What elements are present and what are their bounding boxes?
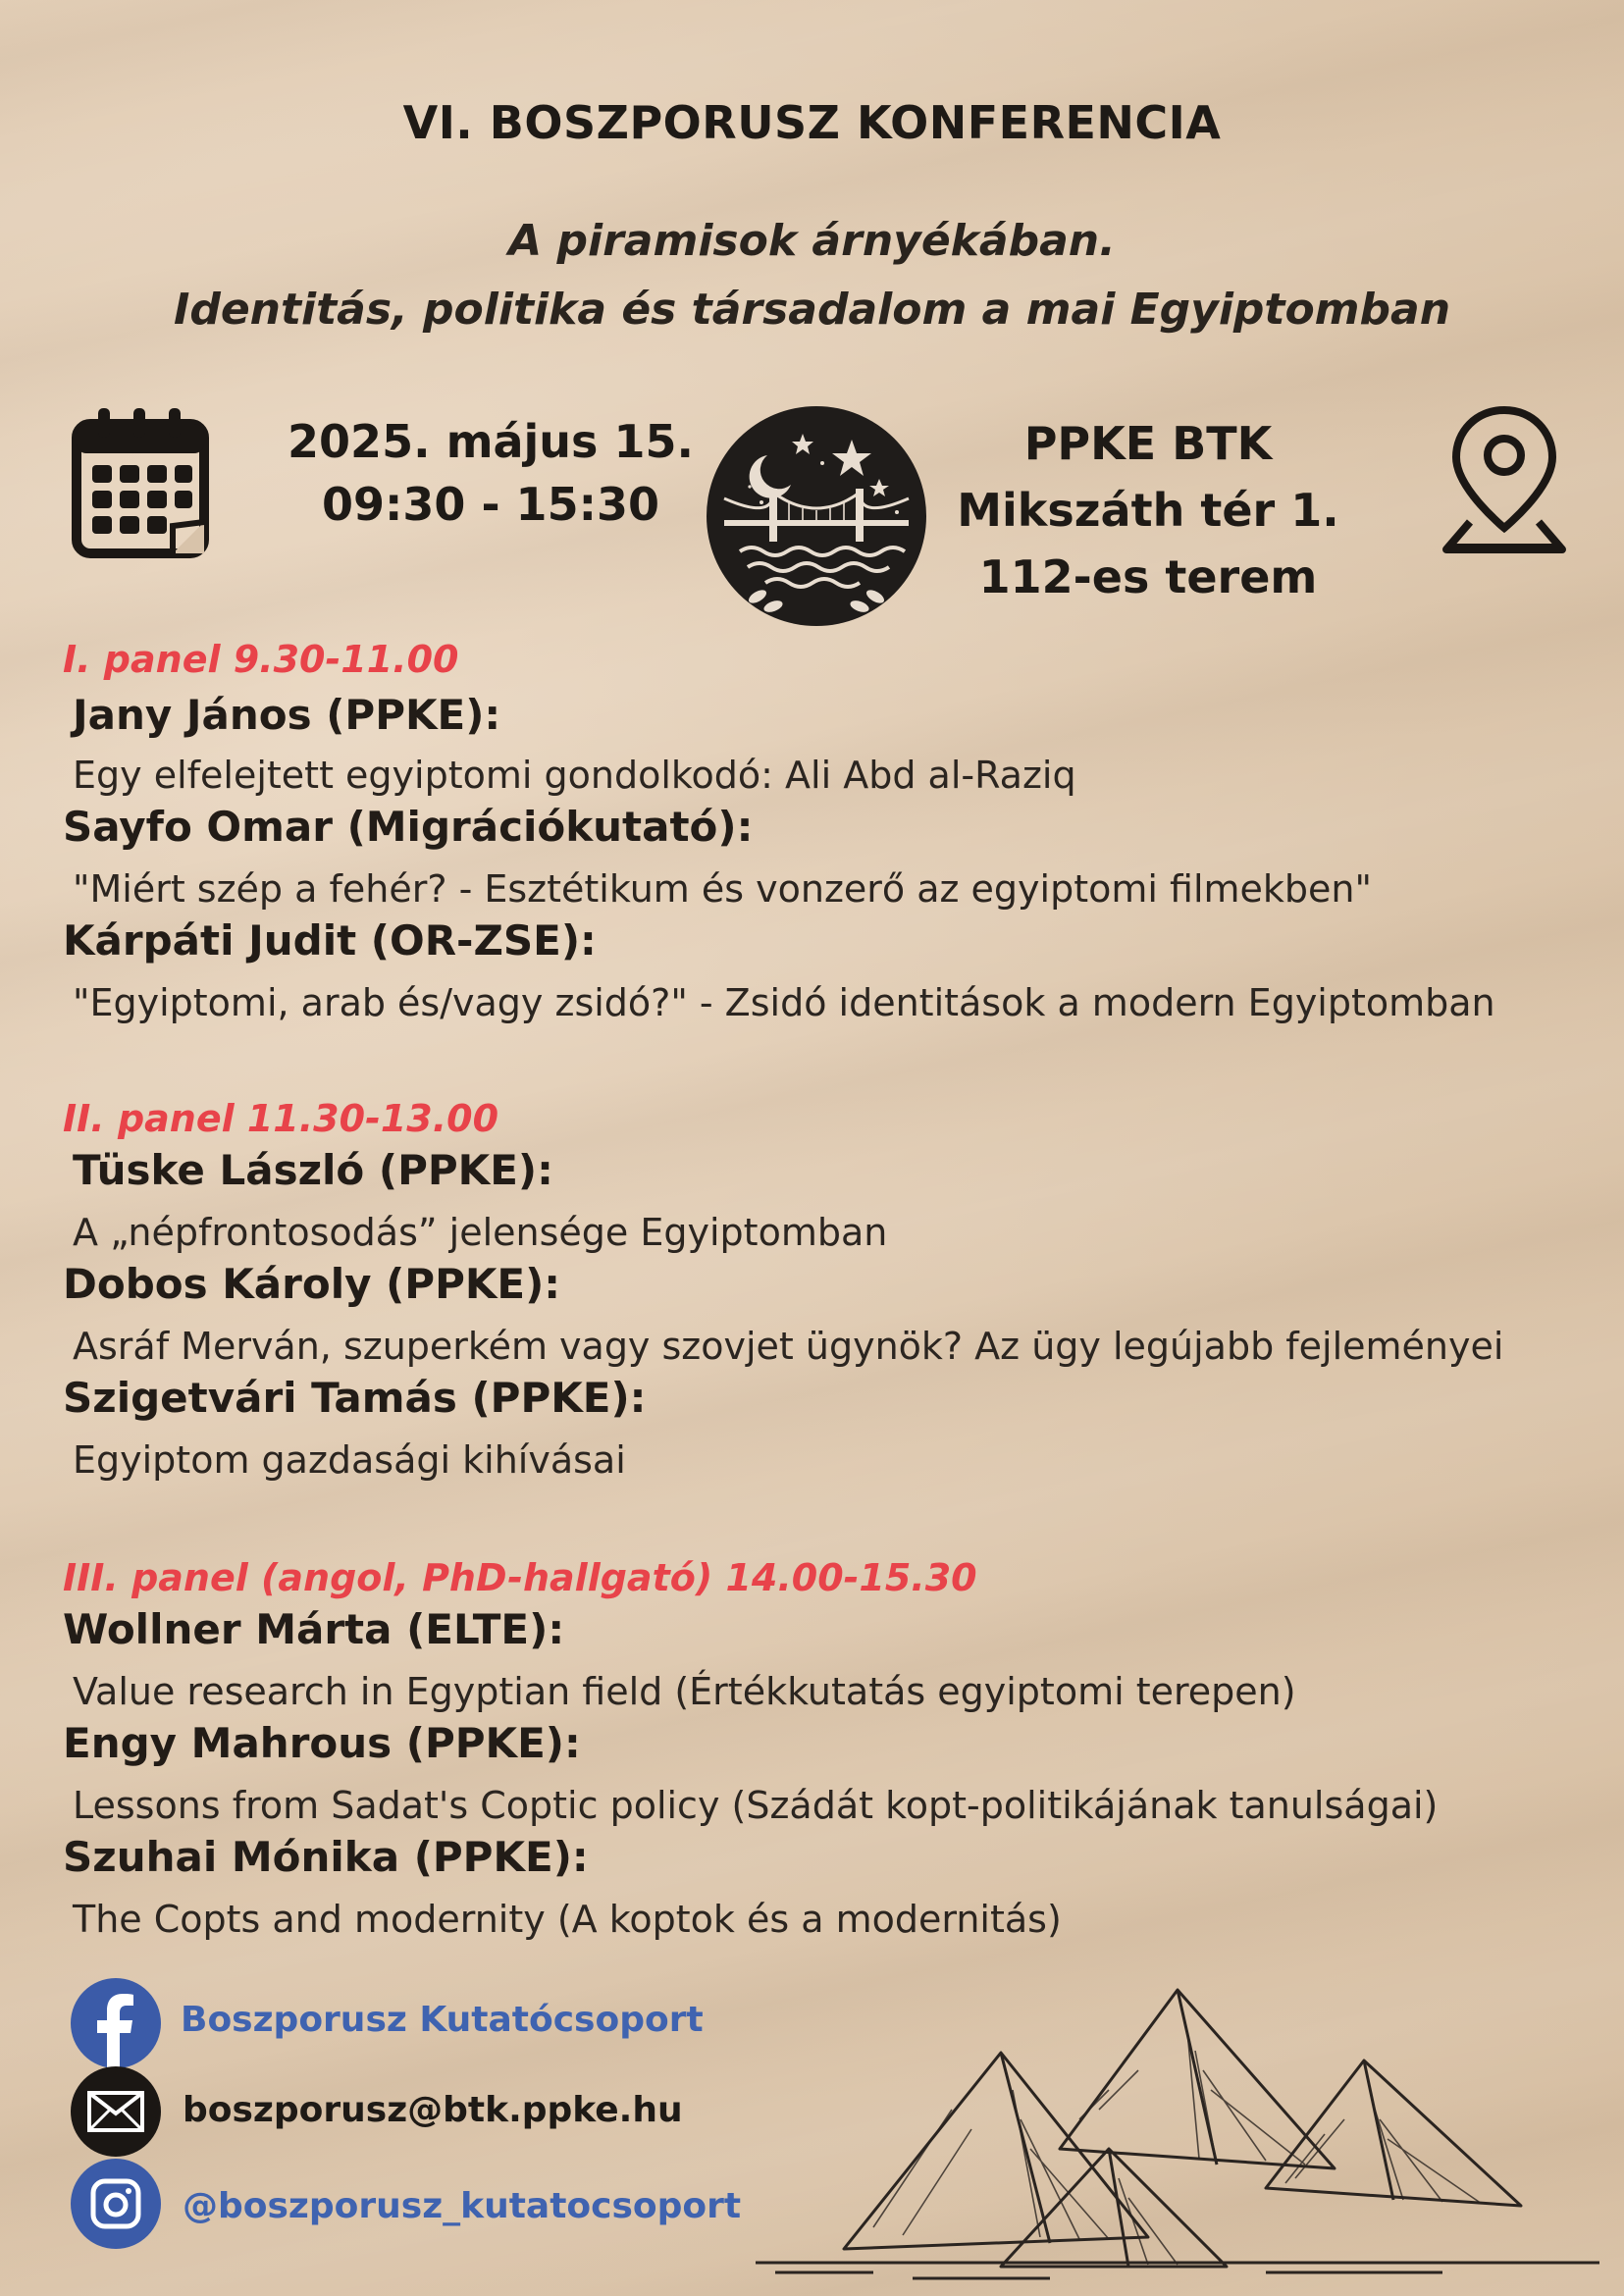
- event-time: 09:30 - 15:30: [322, 478, 659, 531]
- map-pin-icon: [1441, 402, 1568, 559]
- panel-2-talk-2: Asráf Merván, szuperkém vagy szovjet ügynök? Az ügy legújabb fejleményei: [73, 1325, 1504, 1368]
- panel-2-speaker-2: Dobos Károly (PPKE):: [63, 1260, 561, 1308]
- venue-room: 112-es terem: [978, 550, 1318, 603]
- venue-address: Mikszáth tér 1.: [957, 484, 1339, 537]
- panel-3-talk-2: Lessons from Sadat's Coptic policy (Szádát kopt-politikájának tanulságai): [73, 1784, 1439, 1827]
- panel-2-heading: II. panel 11.30-13.00: [63, 1097, 499, 1140]
- subtitle-line-1: A piramisok árnyékában.: [508, 216, 1116, 266]
- panel-1-talk-3: "Egyiptomi, arab és/vagy zsidó?" - Zsidó identitások a modern Egyiptomban: [73, 981, 1495, 1024]
- panel-1-heading: I. panel 9.30-11.00: [63, 638, 459, 681]
- panel-2-speaker-1: Tüske László (PPKE):: [73, 1146, 553, 1194]
- panel-3-speaker-1: Wollner Márta (ELTE):: [63, 1605, 565, 1653]
- panel-3-speaker-3: Szuhai Mónika (PPKE):: [63, 1833, 589, 1881]
- panel-3-heading: III. panel (angol, PhD-hallgató) 14.00-15.30: [63, 1556, 977, 1599]
- panel-3-talk-1: Value research in Egyptian field (Értékkutatás egyiptomi terepen): [73, 1670, 1296, 1713]
- event-date: 2025. május 15.: [288, 415, 694, 468]
- panel-2-talk-1: A „népfrontosodás” jelensége Egyiptomban: [73, 1211, 888, 1254]
- conference-title: VI. BOSZPORUSZ KONFERENCIA: [402, 96, 1222, 149]
- panel-1-speaker-1: Jany János (PPKE):: [73, 691, 501, 739]
- panel-2-speaker-3: Szigetvári Tamás (PPKE):: [63, 1374, 647, 1422]
- panel-1-talk-1: Egy elfelejtett egyiptomi gondolkodó: Ali Abd al-Raziq: [73, 754, 1076, 797]
- panel-1-speaker-2: Sayfo Omar (Migrációkutató):: [63, 803, 754, 851]
- email-link[interactable]: boszporusz@btk.ppke.hu: [183, 2090, 683, 2130]
- panel-3-talk-3: The Copts and modernity (A koptok és a modernitás): [73, 1898, 1062, 1941]
- subtitle-line-2: Identitás, politika és társadalom a mai Egyiptomban: [173, 285, 1451, 335]
- envelope-icon[interactable]: [71, 2066, 161, 2157]
- panel-1-speaker-3: Kárpáti Judit (OR-ZSE):: [63, 916, 597, 965]
- panel-1-talk-2: "Miért szép a fehér? - Esztétikum és vonzerő az egyiptomi filmekben": [73, 867, 1372, 911]
- facebook-icon[interactable]: [71, 1978, 161, 2068]
- venue-name: PPKE BTK: [1023, 417, 1273, 470]
- instagram-link[interactable]: @boszporusz_kutatocsoport: [183, 2186, 742, 2226]
- pyramids-illustration: [756, 1972, 1619, 2286]
- panel-2-talk-3: Egyiptom gazdasági kihívásai: [73, 1438, 626, 1482]
- bosphorus-bridge-logo: [705, 404, 928, 628]
- panel-3-speaker-2: Engy Mahrous (PPKE):: [63, 1719, 581, 1767]
- facebook-link[interactable]: Boszporusz Kutatócsoport: [181, 2000, 704, 2040]
- instagram-icon[interactable]: [71, 2159, 161, 2249]
- calendar-icon: [71, 404, 210, 559]
